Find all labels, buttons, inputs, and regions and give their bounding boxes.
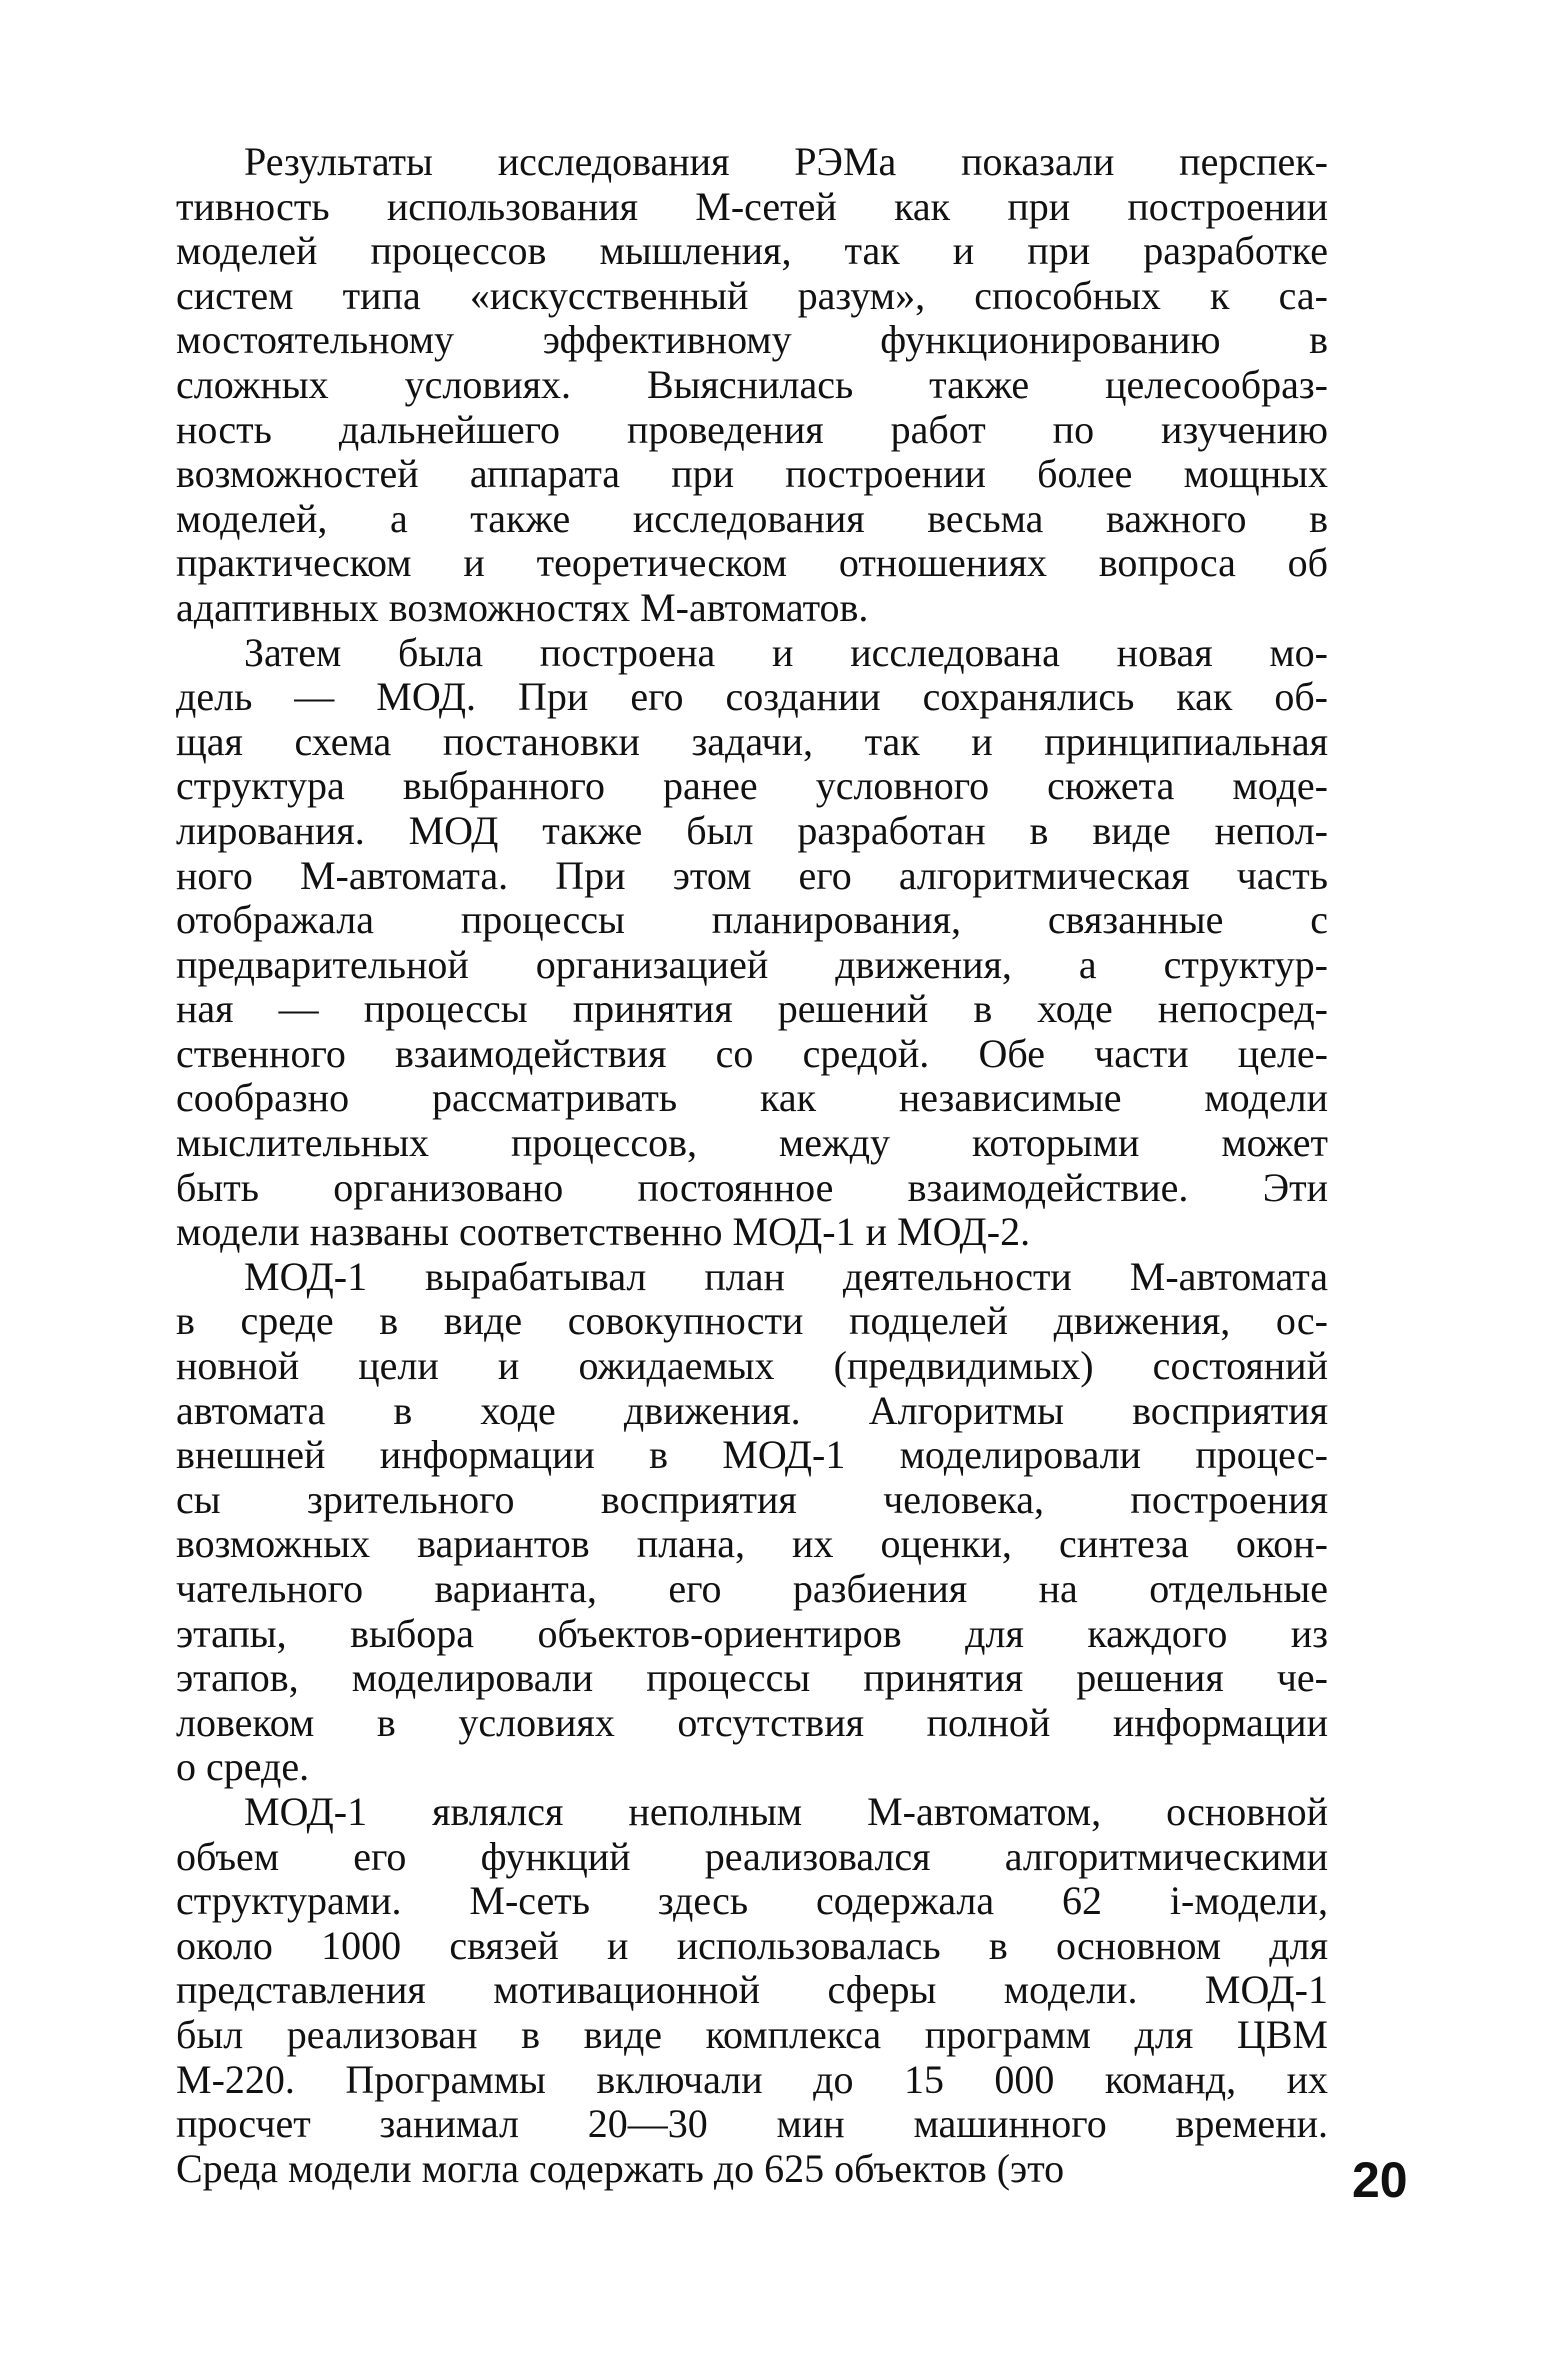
text-line: ловеком в условиях отсутствия полной информации xyxy=(176,1700,1328,1745)
text-line: ная — процессы принятия решений в ходе непосред- xyxy=(176,987,1328,1032)
text-line: этапов, моделировали процессы принятия решения че- xyxy=(176,1656,1328,1701)
text-line: структура выбранного ранее условного сюжета моде- xyxy=(176,764,1328,809)
text-line: возможностей аппарата при построении более мощных xyxy=(176,452,1328,497)
text-line: чательного варианта, его разбиения на отдельные xyxy=(176,1567,1328,1611)
text-line: Затем была построена и исследована новая мо- xyxy=(244,630,1328,675)
text-line: о среде. xyxy=(176,1745,310,1790)
text-line: мостоятельному эффективному функционированию в xyxy=(176,318,1328,363)
paragraph xyxy=(176,631,1328,1255)
text-line: сы зрительного восприятия человека, построения xyxy=(176,1477,1328,1522)
text-line: структурами. М-сеть здесь содержала 62 i-модели, xyxy=(176,1879,1328,1924)
paragraph xyxy=(176,140,1328,631)
text-line: предварительной организацией движения, а структур- xyxy=(176,942,1328,987)
text-line: представления мотивационной сферы модели. МОД-1 xyxy=(176,1968,1328,2013)
text-line: был реализован в виде комплекса программ для ЦВМ xyxy=(176,2012,1328,2057)
text-line: систем типа «искусственный разум», способных к са- xyxy=(176,273,1328,318)
text-line: около 1000 связей и использовалась в основном для xyxy=(176,1923,1328,1968)
text-line: ного М-автомата. При этом его алгоритмическая часть xyxy=(176,853,1328,898)
text-line: моделей процессов мышления, так и при разработке xyxy=(176,229,1328,274)
text-line: ность дальнейшего проведения работ по изучению xyxy=(176,407,1328,452)
text-line: тивность использования М-сетей как при построении xyxy=(176,184,1328,229)
text-line: этапы, выбора объектов-ориентиров для каждого из xyxy=(176,1611,1328,1656)
text-line: новной цели и ожидаемых (предвидимых) состояний xyxy=(176,1344,1328,1389)
text-line: мыслительных процессов, между которыми может xyxy=(176,1121,1328,1166)
text-line: объем его функций реализовался алгоритмическими xyxy=(176,1834,1328,1879)
text-line: просчет занимал 20—30 мин машинного времени. xyxy=(176,2102,1328,2147)
text-line: в среде в виде совокупности подцелей движения, ос- xyxy=(176,1299,1328,1344)
text-line: внешней информации в МОД-1 моделировали процес- xyxy=(176,1433,1328,1478)
text-line: возможных вариантов плана, их оценки, синтеза окон- xyxy=(176,1522,1328,1567)
paragraph xyxy=(176,1790,1328,2191)
text-line: щая схема постановки задачи, так и принципиальная xyxy=(176,719,1328,764)
text-line: моделей, а также исследования весьма важного в xyxy=(176,496,1328,541)
body-text xyxy=(176,140,1328,2191)
text-line: отображала процессы планирования, связанные с xyxy=(176,898,1328,943)
text-line: лирования. МОД также был разработан в виде непол- xyxy=(176,808,1328,853)
text-line: адаптивных возможностях М-автоматов. xyxy=(176,585,869,630)
text-line: МОД-1 являлся неполным М-автоматом, основной xyxy=(244,1789,1328,1834)
text-line: практическом и теоретическом отношениях вопроса об xyxy=(176,541,1328,586)
text-line: быть организовано постоянное взаимодействие. Эти xyxy=(176,1165,1328,1210)
text-line: сообразно рассматривать как независимые модели xyxy=(176,1076,1328,1121)
paragraph xyxy=(176,1255,1328,1790)
text-line: Результаты исследования РЭМа показали перспек- xyxy=(244,140,1328,184)
text-line: ственного взаимодействия со средой. Обе части целе- xyxy=(176,1031,1328,1076)
text-line: Среда модели могла содержать до 625 объектов (это xyxy=(176,2146,1065,2191)
text-line: дель — МОД. При его создании сохранялись как об- xyxy=(176,675,1328,720)
text-line: автомата в ходе движения. Алгоритмы восприятия xyxy=(176,1388,1328,1433)
text-line: сложных условиях. Выяснилась также целесообраз- xyxy=(176,362,1328,407)
text-line: МОД-1 вырабатывал план деятельности М-автомата xyxy=(244,1254,1328,1299)
text-line: модели названы соответственно МОД-1 и МОД-2. xyxy=(176,1210,1031,1255)
page-number: 20 xyxy=(1352,2152,1408,2208)
text-line: М-220. Программы включали до 15 000 команд, их xyxy=(176,2057,1328,2102)
